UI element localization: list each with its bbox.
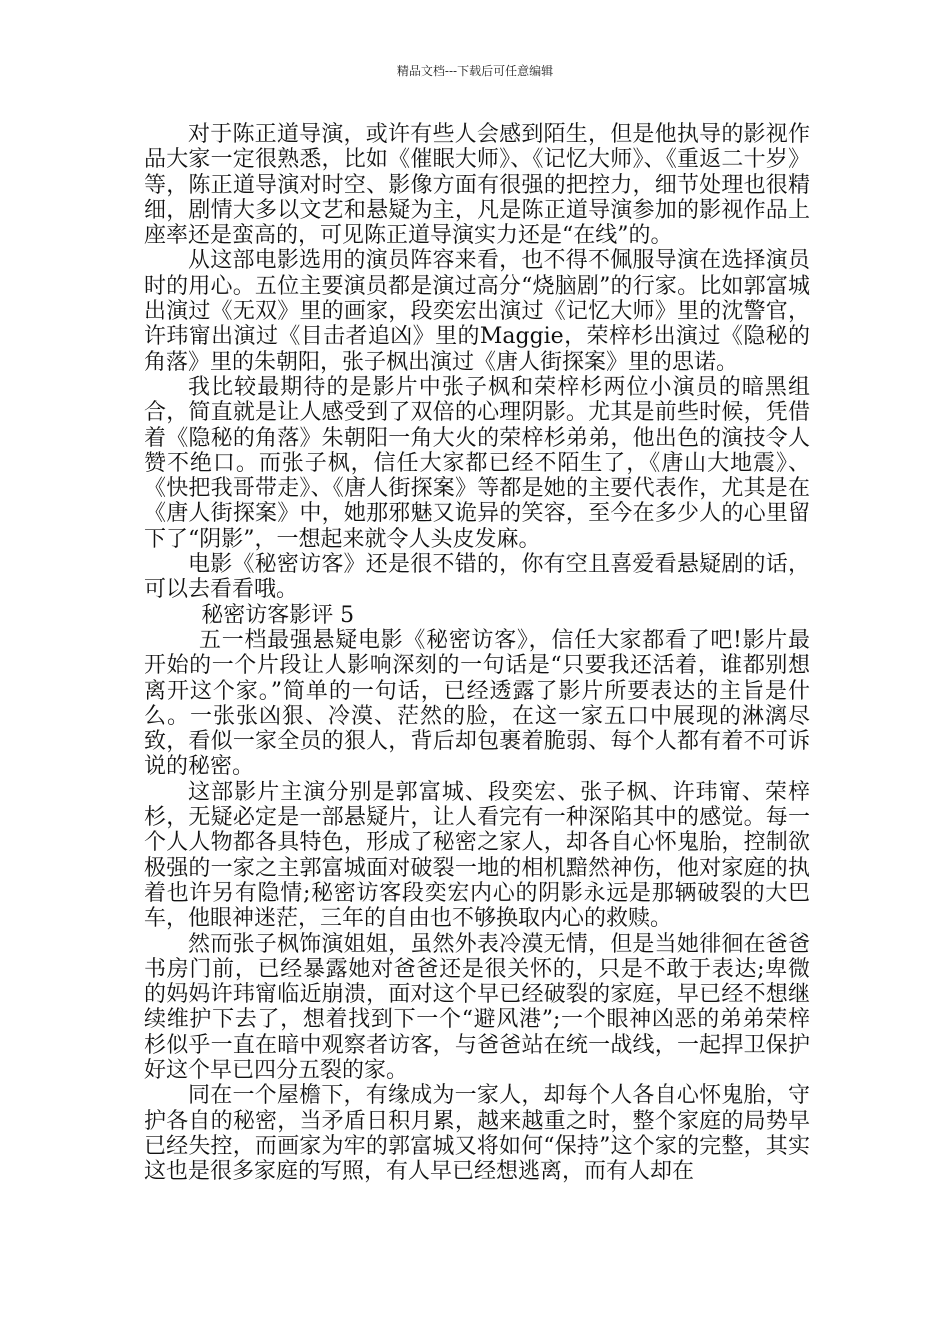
paragraph-5: 五一档最强悬疑电影《秘密访客》，信任大家都看了吧!影片最开始的一个片段让人影响深刻的一句话是“只要我还活着，谁都别想离开这个家。”简单的一句话，已经透露了影片所要表达的主旨是什么。一张张凶狠、冷漠、茫然的脸，在这一家五口中展现的淋漓尽致，看似一家全员的狠人，背后却包裹着脆弱、每个人都有着不可诉说的秘密。	[144, 627, 810, 780]
paragraph-3: 我比较最期待的是影片中张子枫和荣梓杉两位小演员的暗黑组合，简直就是让人感受到了双倍的心理阴影。尤其是前些时候，凭借着《隐秘的角落》朱朝阳一角大火的荣梓杉弟弟，他出色的演技令人赞不绝口。而张子枫，信任大家都已经不陌生了，《唐山大地震》、《快把我哥带走》、《唐人街探案》等都是她的主要代表作，尤其是在《唐人街探案》中，她那邪魅又诡异的笑容，至今在多少人的心里留下了“阴影”，一想起来就令人头皮发麻。	[144, 374, 810, 552]
paragraph-8: 同在一个屋檐下，有缘成为一家人，却每个人各自心怀鬼胎，守护各自的秘密，当矛盾日积月累，越来越重之时，整个家庭的局势早已经失控，而画家为牢的郭富城又将如何“保持”这个家的完整，其实这也是很多家庭的写照，有人早已经想逃离，而有人却在	[144, 1083, 810, 1185]
paragraph-4: 电影《秘密访客》还是很不错的，你有空且喜爱看悬疑剧的话，可以去看看哦。	[144, 552, 810, 603]
section-heading: 秘密访客影评 5	[201, 602, 355, 628]
paragraph-7: 然而张子枫饰演姐姐，虽然外表冷漠无情，但是当她徘徊在爸爸书房门前，已经暴露她对爸爸还是很关怀的，只是不敢于表达;卑微的妈妈许玮甯临近崩溃，面对这个早已经破裂的家庭，早已经不想继续维护下去了，想着找到下一个“避风港”;一个眼神凶恶的弟弟荣梓杉似乎一直在暗中观察者访客，与爸爸站在统一战线，一起捍卫保护好这个早已四分五裂的家。	[144, 931, 810, 1083]
document-body	[144, 122, 810, 1184]
paragraph-1: 对于陈正道导演，或许有些人会感到陌生，但是他执导的影视作品大家一定很熟悉，比如《催眠大师》、《记忆大师》、《重返二十岁》等，陈正道导演对时空、影像方面有很强的把控力，细节处理也很精细，剧情大多以文艺和悬疑为主，凡是陈正道导演参加的影视作品上座率还是蛮高的，可见陈正道导演实力还是“在线”的。	[144, 122, 810, 249]
paragraph-6: 这部影片主演分别是郭富城、段奕宏、张子枫、许玮甯、荣梓杉，无疑必定是一部悬疑片，让人看完有一种深陷其中的感觉。每一个人人物都各具特色，形成了秘密之家人，却各自心怀鬼胎，控制欲极强的一家之主郭富城面对破裂一地的相机黯然神伤，他对家庭的执着也许另有隐情;秘密访客段奕宏内心的阴影永远是那辆破裂的大巴车，他眼神迷茫，三年的自由也不够换取内心的救赎。	[144, 779, 810, 932]
page-header: 精品文档---下载后可任意编辑	[396, 64, 554, 78]
paragraph-2: 从这部电影选用的演员阵容来看，也不得不佩服导演在选择演员时的用心。五位主要演员都是演过高分“烧脑剧”的行家。比如郭富城出演过《无双》里的画家，段奕宏出演过《记忆大师》里的沈警官，许玮甯出演过《目击者追凶》里的Maggie，荣梓杉出演过《隐秘的角落》里的朱朝阳，张子枫出演过《唐人街探案》里的思诺。	[144, 248, 810, 375]
